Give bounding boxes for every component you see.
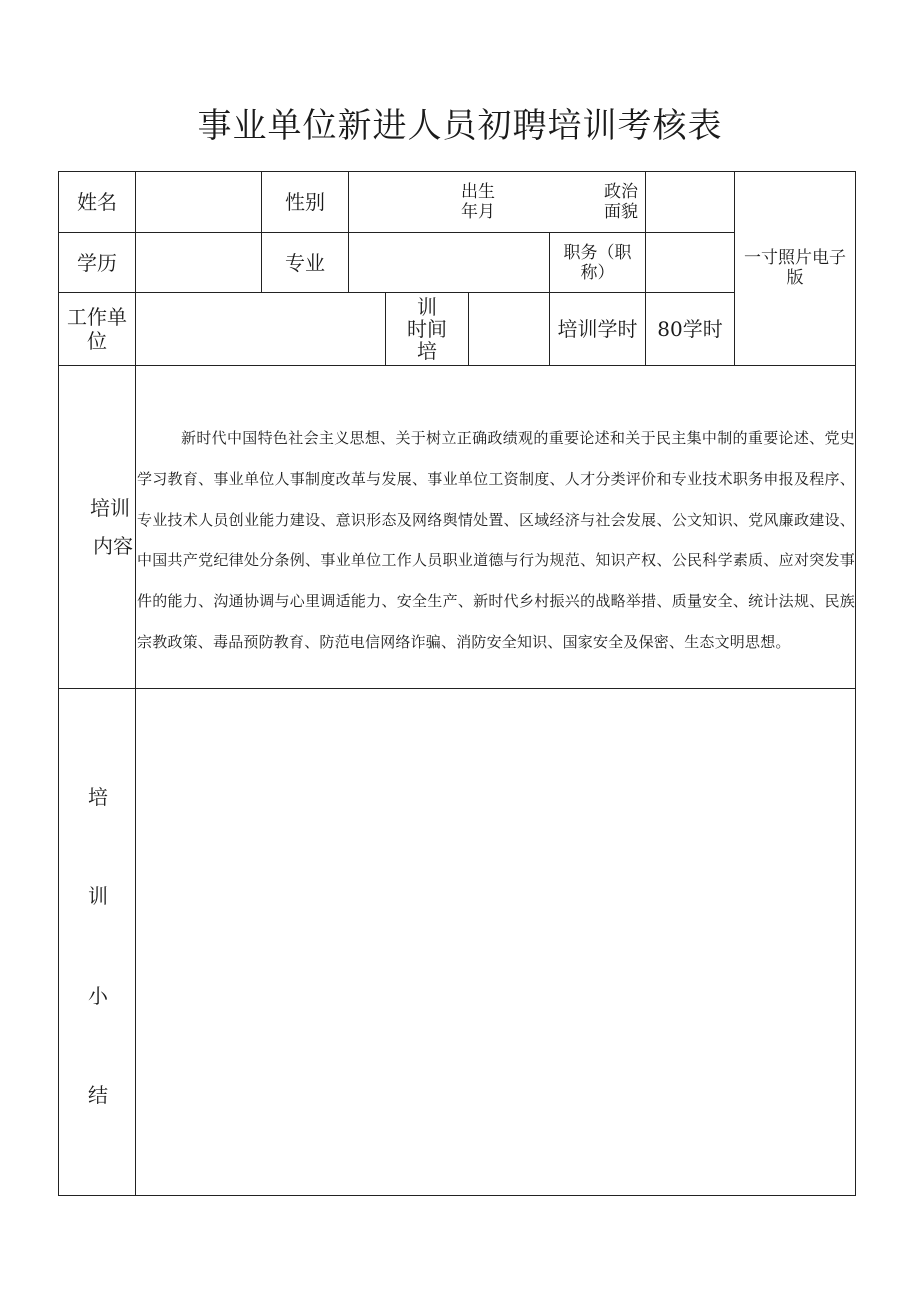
position-label-bottom: 称）: [580, 262, 615, 283]
training-time-label-top: 训: [417, 295, 437, 319]
position-label-top: 职务（职: [563, 242, 632, 263]
training-summary-char-2: 训: [88, 884, 108, 908]
training-content-label-bottom: 内容: [93, 534, 133, 558]
gender-field[interactable]: [349, 172, 459, 232]
political-label-bottom: 面貌: [604, 202, 638, 222]
major-field[interactable]: [349, 233, 549, 292]
political-field[interactable]: [646, 172, 734, 232]
photo-label-bottom: 版: [786, 268, 804, 288]
photo-label-top: 一寸照片电子: [744, 248, 846, 268]
birth-field[interactable]: [506, 172, 596, 232]
training-time-label-bottom: 培: [417, 339, 437, 363]
political-label-top: 政治: [604, 182, 638, 202]
form-title: 事业单位新进人员初聘培训考核表: [197, 106, 723, 146]
position-label: [550, 233, 645, 292]
workplace-label-top: 工作单: [67, 305, 127, 329]
name-field[interactable]: [136, 172, 261, 232]
gender-label: 性别: [285, 190, 325, 214]
birth-label-top: 出生: [461, 182, 495, 202]
training-hours-label: 培训学时: [557, 317, 638, 341]
training-summary-char-3: 小: [88, 984, 108, 1008]
training-content-label-top: 培训: [90, 496, 130, 520]
education-field[interactable]: [136, 233, 261, 292]
table-border-bottom: [58, 1195, 856, 1196]
training-summary-field[interactable]: [136, 689, 855, 1195]
table-rule: [58, 365, 856, 366]
training-summary-char-1: 培: [88, 785, 108, 809]
training-time-label: [386, 293, 468, 365]
training-hours-value: 80学时: [657, 317, 723, 341]
workplace-label: [59, 293, 135, 365]
position-field[interactable]: [646, 233, 734, 292]
name-label: 姓名: [77, 190, 117, 214]
workplace-label-bottom: 位: [87, 329, 107, 353]
birth-label-bottom: 年月: [461, 202, 495, 222]
training-content-text: 新时代中国特色社会主义思想、关于树立正确政绩观的重要论述和关于民主集中制的重要论述、党史学习教育、事业单位人事制度改革与发展、事业单位工资制度、人才分类评价和专业技术职务申报及程序、专业技术人员创业能力建设、意识形态及网络舆情处置、区域经济与社会发展、公文知识、党风廉政建设、中国共产党纪律处分条例、事业单位工作人员职业道德与行为规范、知识产权、公民科学素质、应对突发事件的能力、沟通协调与心里调适能力、安全生产、新时代乡村振兴的战略举措、质量安全、统计法规、民族宗教政策、毒品预防教育、防范电信网络诈骗、消防安全知识、国家安全及保密、生态文明思想。: [137, 429, 855, 651]
workplace-field[interactable]: [136, 293, 385, 365]
photo-box[interactable]: [735, 240, 855, 296]
training-summary-char-4: 结: [88, 1083, 108, 1107]
training-content-label: [59, 366, 135, 688]
birth-label: [450, 176, 506, 228]
political-label: [596, 176, 646, 228]
education-label: 学历: [77, 250, 117, 275]
training-time-label-mid: 时间: [407, 317, 447, 341]
table-border-right: [855, 171, 856, 1196]
training-time-field[interactable]: [469, 293, 549, 365]
major-label: 专业: [285, 250, 325, 275]
